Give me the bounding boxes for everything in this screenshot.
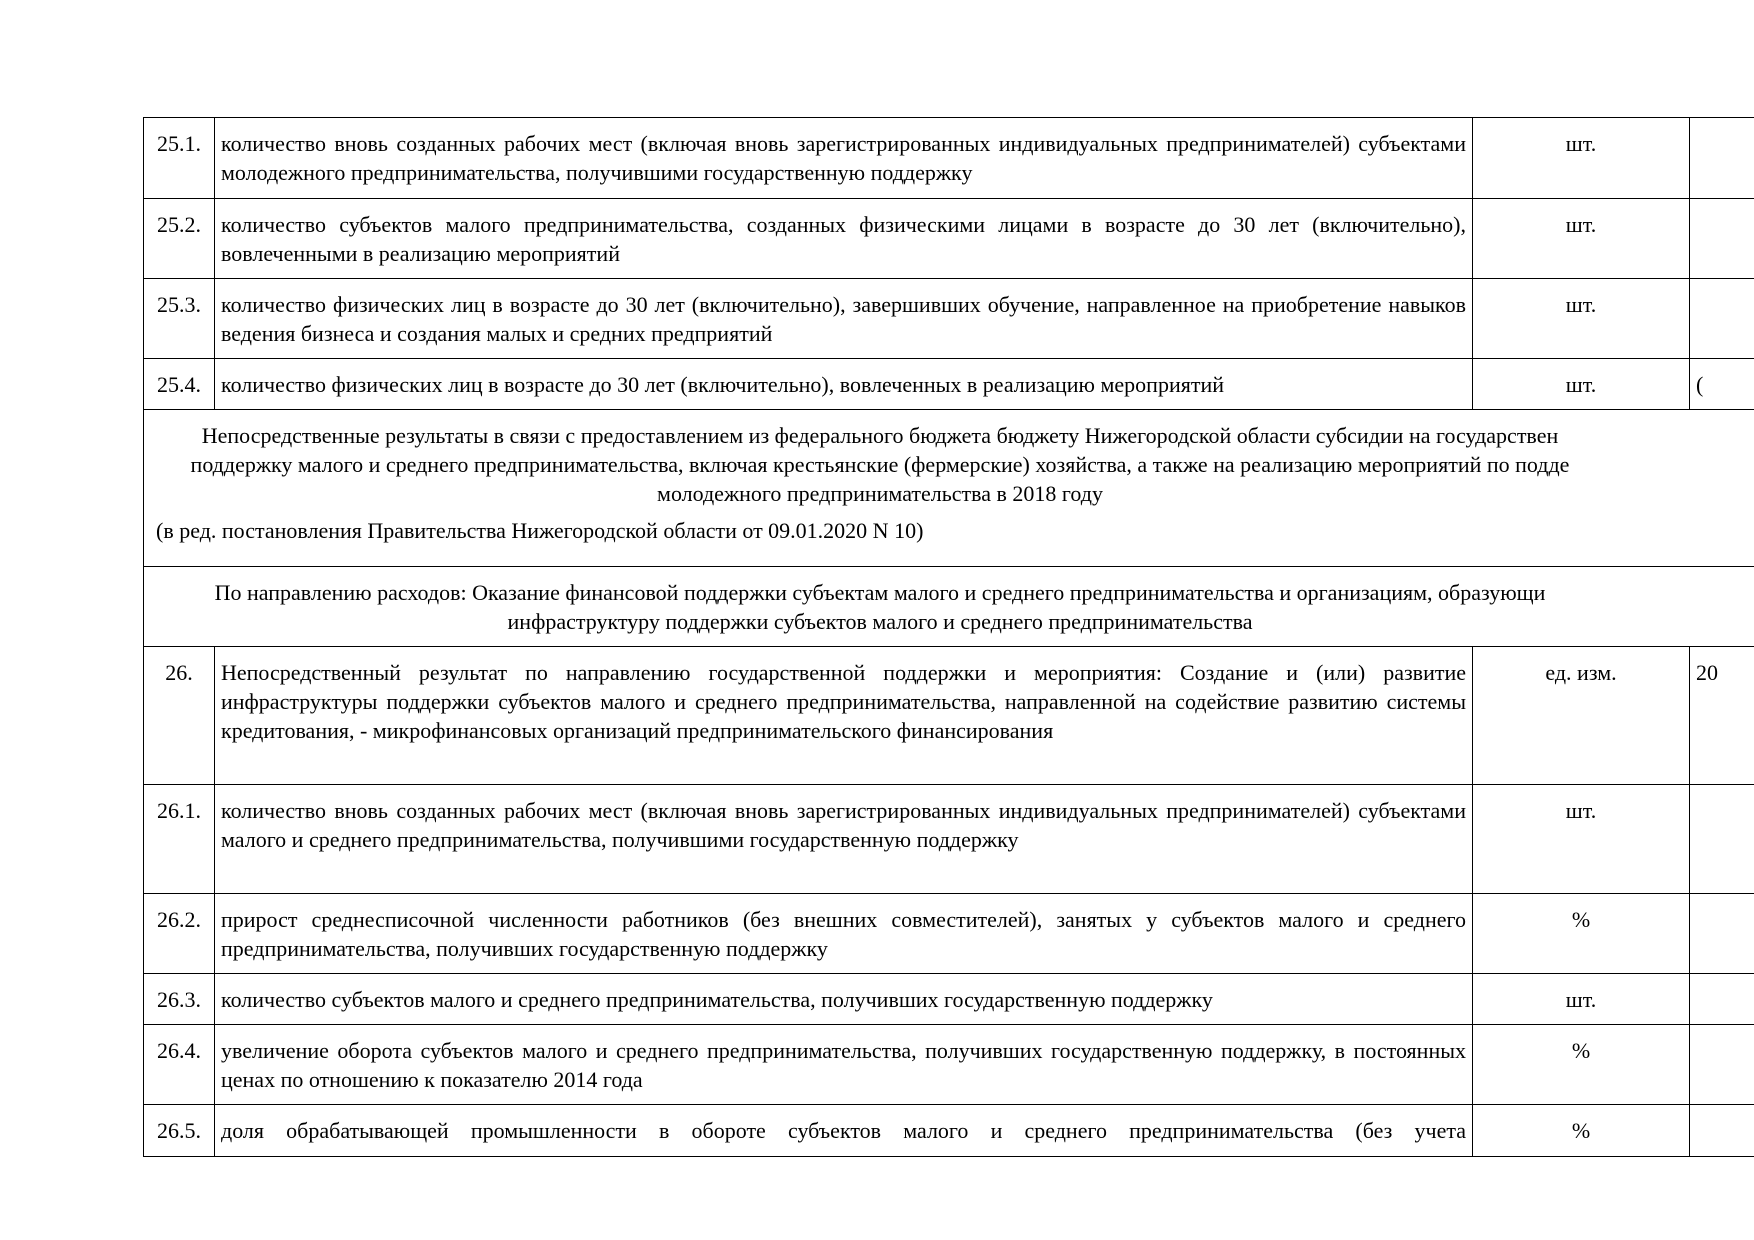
section-row — [144, 410, 1754, 567]
value-cell — [1690, 118, 1754, 199]
row-number: 26.3. — [144, 974, 215, 1025]
unit-cell: шт. — [1473, 359, 1690, 410]
unit-cell: шт. — [1473, 974, 1690, 1025]
unit-cell: % — [1473, 1025, 1690, 1105]
results-table — [143, 117, 1754, 1157]
unit-cell: шт. — [1473, 785, 1690, 894]
value-cell — [1690, 974, 1754, 1025]
table-row — [144, 647, 1754, 785]
row-number: 25.2. — [144, 199, 215, 279]
row-number: 26.4. — [144, 1025, 215, 1105]
table-row — [144, 785, 1754, 894]
unit-cell: % — [1473, 894, 1690, 974]
unit-cell: ед. изм. — [1473, 647, 1690, 785]
indicator-text: количество физических лиц в возрасте до 30 лет (включительно), вовлеченных в реализацию мероприятий — [215, 359, 1473, 410]
value-cell — [1690, 199, 1754, 279]
direction-heading: По направлению расходов: Оказание финансовой поддержки субъектам малого и среднего предпринимательства и организациям, образующи инфраструктуру поддержки субъектов малого и среднего предпринимательства — [214, 580, 1546, 634]
row-number: 25.3. — [144, 279, 215, 359]
direction-row — [144, 567, 1754, 647]
value-cell — [1690, 1105, 1754, 1157]
unit-cell: шт. — [1473, 199, 1690, 279]
row-number: 26.1. — [144, 785, 215, 894]
row-number: 25.1. — [144, 118, 215, 199]
section-heading: Непосредственные результаты в связи с предоставлением из федерального бюджета бюджету Нижегородской области субсидии на государствен поддержку малого и среднего предпринимательства, включая крестьянские (фермерские) хозяйства, а также на реализацию мероприятий по подде молодежного предпринимательства в 2018 году — [190, 423, 1570, 506]
indicator-text: прирост среднесписочной численности работников (без внешних совместителей), занятых у субъектов малого и среднего предпринимательства, получивших государственную поддержку — [215, 894, 1473, 974]
row-number: 26. — [144, 647, 215, 785]
value-cell: 20 — [1690, 647, 1754, 785]
unit-cell: шт. — [1473, 279, 1690, 359]
row-number: 26.5. — [144, 1105, 215, 1157]
table-row — [144, 1025, 1754, 1105]
indicator-text: количество вновь созданных рабочих мест (включая вновь зарегистрированных индивидуальных предпринимателей) субъектами малого и среднего предпринимательства, получившими государственную поддержку — [215, 785, 1473, 894]
indicator-text: количество физических лиц в возрасте до 30 лет (включительно), завершивших обучение, направленное на приобретение навыков ведения бизнеса и создания малых и средних предприятий — [215, 279, 1473, 359]
indicator-text: увеличение оборота субъектов малого и среднего предпринимательства, получивших государственную поддержку, в постоянных ценах по отношению к показателю 2014 года — [215, 1025, 1473, 1105]
unit-cell: % — [1473, 1105, 1690, 1157]
table-row — [144, 894, 1754, 974]
table-row — [144, 359, 1754, 410]
indicator-text: количество субъектов малого и среднего предпринимательства, получивших государственную поддержку — [215, 974, 1473, 1025]
row-number: 26.2. — [144, 894, 215, 974]
table-row — [144, 199, 1754, 279]
direction-cell — [144, 567, 1754, 647]
indicator-text: количество субъектов малого предпринимательства, созданных физическими лицами в возрасте до 30 лет (включительно), вовлеченными в реализацию мероприятий — [215, 199, 1473, 279]
unit-cell: шт. — [1473, 118, 1690, 199]
indicator-text: Непосредственный результат по направлению государственной поддержки и мероприятия: Создание и (или) развитие инфраструктуры поддержки субъектов малого и среднего предпринимательства, направленной на содействие развитию системы кредитования, - микрофинансовых организаций предпринимательского финансирования — [215, 647, 1473, 785]
value-cell: ( — [1690, 359, 1754, 410]
table-row — [144, 118, 1754, 199]
table-row — [144, 974, 1754, 1025]
amendment-note: (в ред. постановления Правительства Нижегородской области от 09.01.2020 N 10) — [156, 518, 924, 543]
table-row — [144, 1105, 1754, 1157]
section-cell — [144, 410, 1754, 567]
indicator-text: доля обрабатывающей промышленности в обороте субъектов малого и среднего предпринимательства (без учета — [215, 1105, 1473, 1157]
indicator-text: количество вновь созданных рабочих мест (включая вновь зарегистрированных индивидуальных предпринимателей) субъектами молодежного предпринимательства, получившими государственную поддержку — [215, 118, 1473, 199]
value-cell — [1690, 785, 1754, 894]
value-cell — [1690, 894, 1754, 974]
row-number: 25.4. — [144, 359, 215, 410]
value-cell — [1690, 279, 1754, 359]
table-row — [144, 279, 1754, 359]
value-cell — [1690, 1025, 1754, 1105]
